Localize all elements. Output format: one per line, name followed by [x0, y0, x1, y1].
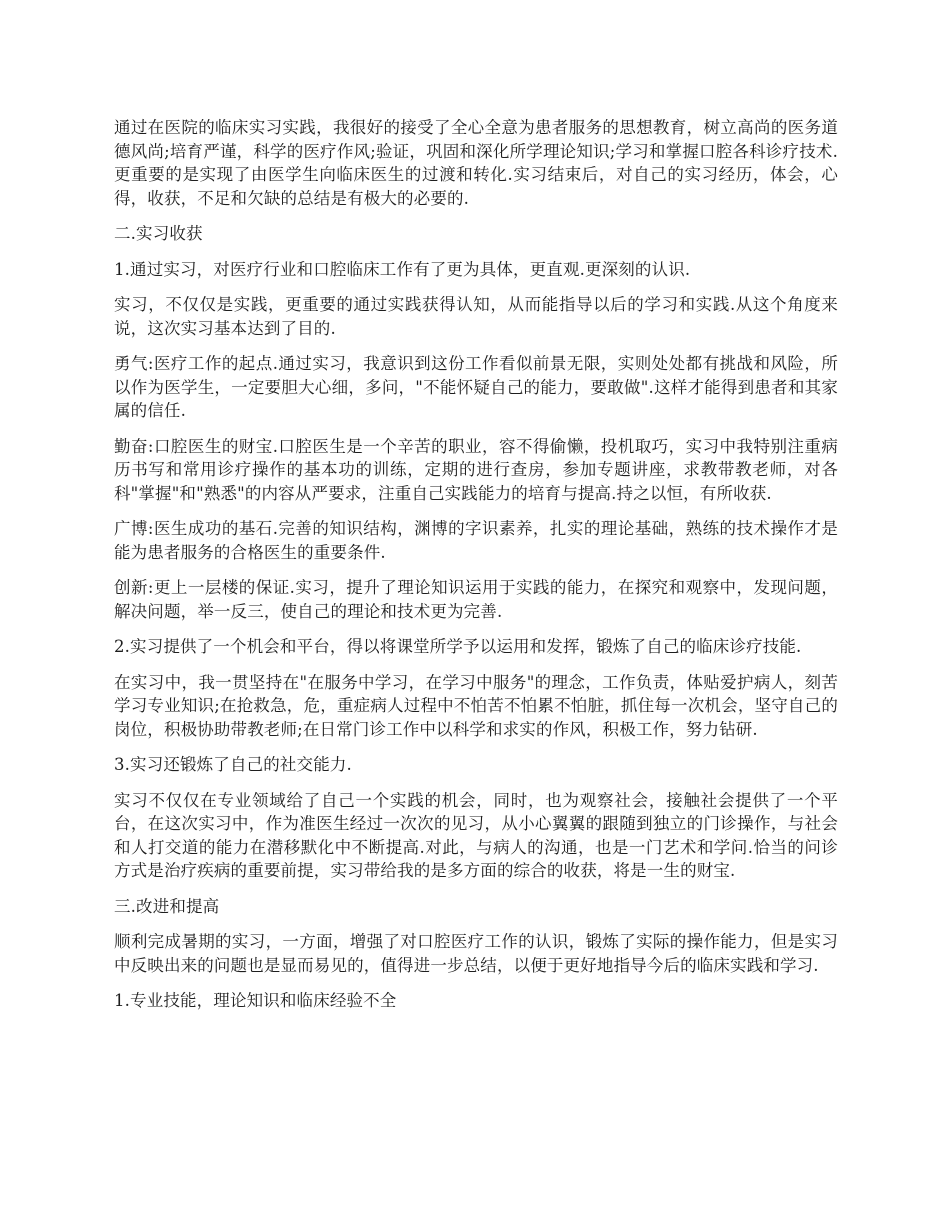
paragraph-gain-1: 1.通过实习，对医疗行业和口腔临床工作有了更为具体，更直观.更深刻的认识.	[114, 259, 691, 279]
paragraph-practice: 实习，不仅仅是实践，更重要的通过实践获得认知，从而能指导以后的学习和实践.从这个角度来说，这次实习基本达到了目的.	[114, 295, 838, 338]
paragraph-improve-1: 1.专业技能，理论知识和临床经验不全	[114, 991, 397, 1010]
paragraph-innovation: 创新:更上一层楼的保证.实习，提升了理论知识运用于实践的能力，在探究和观察中，发现问题，解决问题，举一反三，使自己的理论和技术更为完善.	[114, 578, 838, 621]
paragraph-social: 实习不仅仅在专业领域给了自己一个实践的机会，同时，也为观察社会，接触社会提供了一个平台，在这次实习中，作为准医生经过一次次的见习，从小心翼翼的跟随到独立的门诊操作，与社会和人打交道的能力在潜移默化中不断提高.对此，与病人的沟通，也是一门艺术和学问.恰当的问诊方式是治疗疾病的重要前提，实习带给我的是多方面的综合的收获，将是一生的财宝.	[114, 790, 838, 880]
paragraph-breadth: 广博:医生成功的基石.完善的知识结构，渊博的字识素养，扎实的理论基础，熟练的技术操作才是能为患者服务的合格医生的重要条件.	[114, 519, 838, 562]
section-heading-gains: 二.实习收获	[114, 224, 203, 243]
paragraph-gain-2: 2.实习提供了一个机会和平台，得以将课堂所学予以运用和发挥，锻炼了自己的临床诊疗技能.	[114, 637, 802, 656]
paragraph-diligence: 勤奋:口腔医生的财宝.口腔医生是一个辛苦的职业，容不得偷懒，投机取巧，实习中我特别注重病历书写和常用诊疗操作的基本功的训练，定期的进行查房，参加专题讲座，求教带教老师，对各科"掌握"和"熟悉"的内容从严要求，注重自己实践能力的培育与提高.持之以恒，有所收获.	[114, 436, 838, 503]
section-heading-improve: 三.改进和提高	[114, 896, 220, 916]
document-body	[114, 116, 838, 1025]
paragraph-courage: 勇气:医疗工作的起点.通过实习，我意识到这份工作看似前景无限，实则处处都有挑战和风险，所以作为医学生，一定要胆大心细，多问，"不能怀疑自己的能力，要敢做".这样才能得到患者和其家属的信任.	[114, 354, 838, 420]
paragraph-summary: 顺利完成暑期的实习，一方面，增强了对口腔医疗工作的认识，锻炼了实际的操作能力，但是实习中反映出来的问题也是显而易见的，值得进一步总结，以便于更好地指导今后的临床实践和学习.	[114, 932, 838, 975]
paragraph-gain-3: 3.实习还锻炼了自己的社交能力.	[114, 755, 352, 774]
paragraph-intro: 通过在医院的临床实习实践，我很好的接受了全心全意为患者服务的思想教育，树立高尚的医务道德风尚;培育严谨，科学的医疗作风;验证，巩固和深化所学理论知识;学习和掌握口腔各科诊疗技术.更重要的是实现了由医学生向临床医生的过渡和转化.实习结束后，对自己的实习经历，体会，心得，收获，不足和欠缺的总结是有极大的必要的.	[114, 118, 838, 208]
paragraph-service: 在实习中，我一贯坚持在"在服务中学习，在学习中服务"的理念，工作负责，体贴爱护病人，刻苦学习专业知识;在抢救急，危，重症病人过程中不怕苦不怕累不怕脏，抓住每一次机会，坚守自己的岗位，积极协助带教老师;在日常门诊工作中以科学和求实的作风，积极工作，努力钻研.	[114, 672, 838, 739]
